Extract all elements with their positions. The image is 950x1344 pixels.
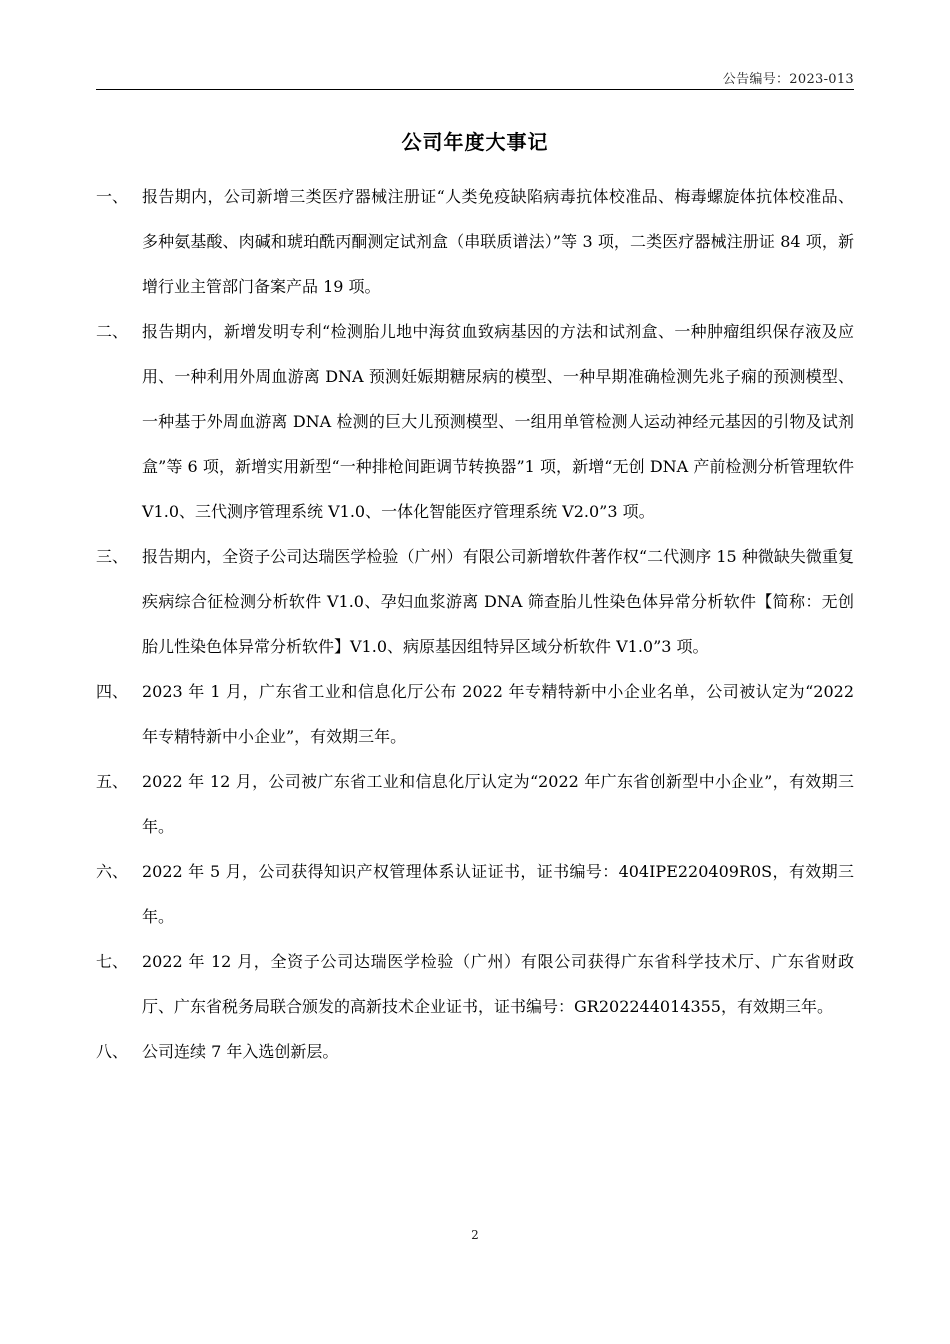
header-divider bbox=[96, 89, 854, 90]
event-list bbox=[96, 174, 854, 1074]
item-number: 四、 bbox=[96, 682, 129, 701]
list-item bbox=[96, 759, 854, 849]
announcement-code: 公告编号：2023-013 bbox=[722, 72, 854, 87]
list-item bbox=[96, 174, 854, 309]
list-item bbox=[96, 669, 854, 759]
item-number: 二、 bbox=[96, 322, 129, 341]
list-item bbox=[96, 849, 854, 939]
item-number: 八、 bbox=[96, 1042, 129, 1061]
item-number: 六、 bbox=[96, 862, 129, 881]
list-item bbox=[96, 939, 854, 1029]
item-number: 七、 bbox=[96, 952, 129, 971]
item-text: 2023 年 1 月，广东省工业和信息化厅公布 2022 年专精特新中小企业名单，公司被认定为“2022 年专精特新中小企业”，有效期三年。 bbox=[142, 682, 854, 746]
item-text: 2022 年 5 月，公司获得知识产权管理体系认证证书，证书编号：404IPE220409R0S，有效期三年。 bbox=[142, 862, 854, 926]
item-number: 三、 bbox=[96, 547, 129, 566]
list-item bbox=[96, 534, 854, 669]
item-text: 公司连续 7 年入选创新层。 bbox=[142, 1042, 339, 1061]
item-text: 2022 年 12 月，公司被广东省工业和信息化厅认定为“2022 年广东省创新型中小企业”，有效期三年。 bbox=[142, 772, 854, 836]
list-item bbox=[96, 1029, 854, 1074]
item-number: 五、 bbox=[96, 772, 129, 791]
page-number: 2 bbox=[471, 1228, 479, 1242]
item-text: 报告期内，全资子公司达瑞医学检验（广州）有限公司新增软件著作权“二代测序 15 种微缺失微重复疾病综合征检测分析软件 V1.0、孕妇血浆游离 DNA 筛查胎儿性染色体异常分析软件【简称：无创胎儿性染色体异常分析软件】V1.0、病原基因组特异区域分析软件 V1.0”3 项。 bbox=[142, 547, 854, 656]
item-number: 一、 bbox=[96, 187, 129, 206]
item-text: 2022 年 12 月，全资子公司达瑞医学检验（广州）有限公司获得广东省科学技术厅、广东省财政厅、广东省税务局联合颁发的高新技术企业证书，证书编号：GR202244014355，有效期三年。 bbox=[142, 952, 854, 1016]
page-title: 公司年度大事记 bbox=[401, 130, 549, 154]
item-text: 报告期内，公司新增三类医疗器械注册证“人类免疫缺陷病毒抗体校准品、梅毒螺旋体抗体校准品、多种氨基酸、肉碱和琥珀酰丙酮测定试剂盒（串联质谱法）”等 3 项，二类医疗器械注册证 84 项，新增行业主管部门备案产品 19 项。 bbox=[142, 187, 854, 296]
list-item bbox=[96, 309, 854, 534]
item-text: 报告期内，新增发明专利“检测胎儿地中海贫血致病基因的方法和试剂盒、一种肿瘤组织保存液及应用、一种利用外周血游离 DNA 预测妊娠期糖尿病的模型、一种早期准确检测先兆子痫的预测模型、一种基于外周血游离 DNA 检测的巨大儿预测模型、一组用单管检测人运动神经元基因的引物及试剂盒”等 6 项，新增实用新型“一种排枪间距调节转换器”1 项，新增“无创 DNA 产前检测分析管理软件 V1.0、三代测序管理系统 V1.0、一体化智能医疗管理系统 V2.0”3 项。 bbox=[142, 322, 854, 521]
